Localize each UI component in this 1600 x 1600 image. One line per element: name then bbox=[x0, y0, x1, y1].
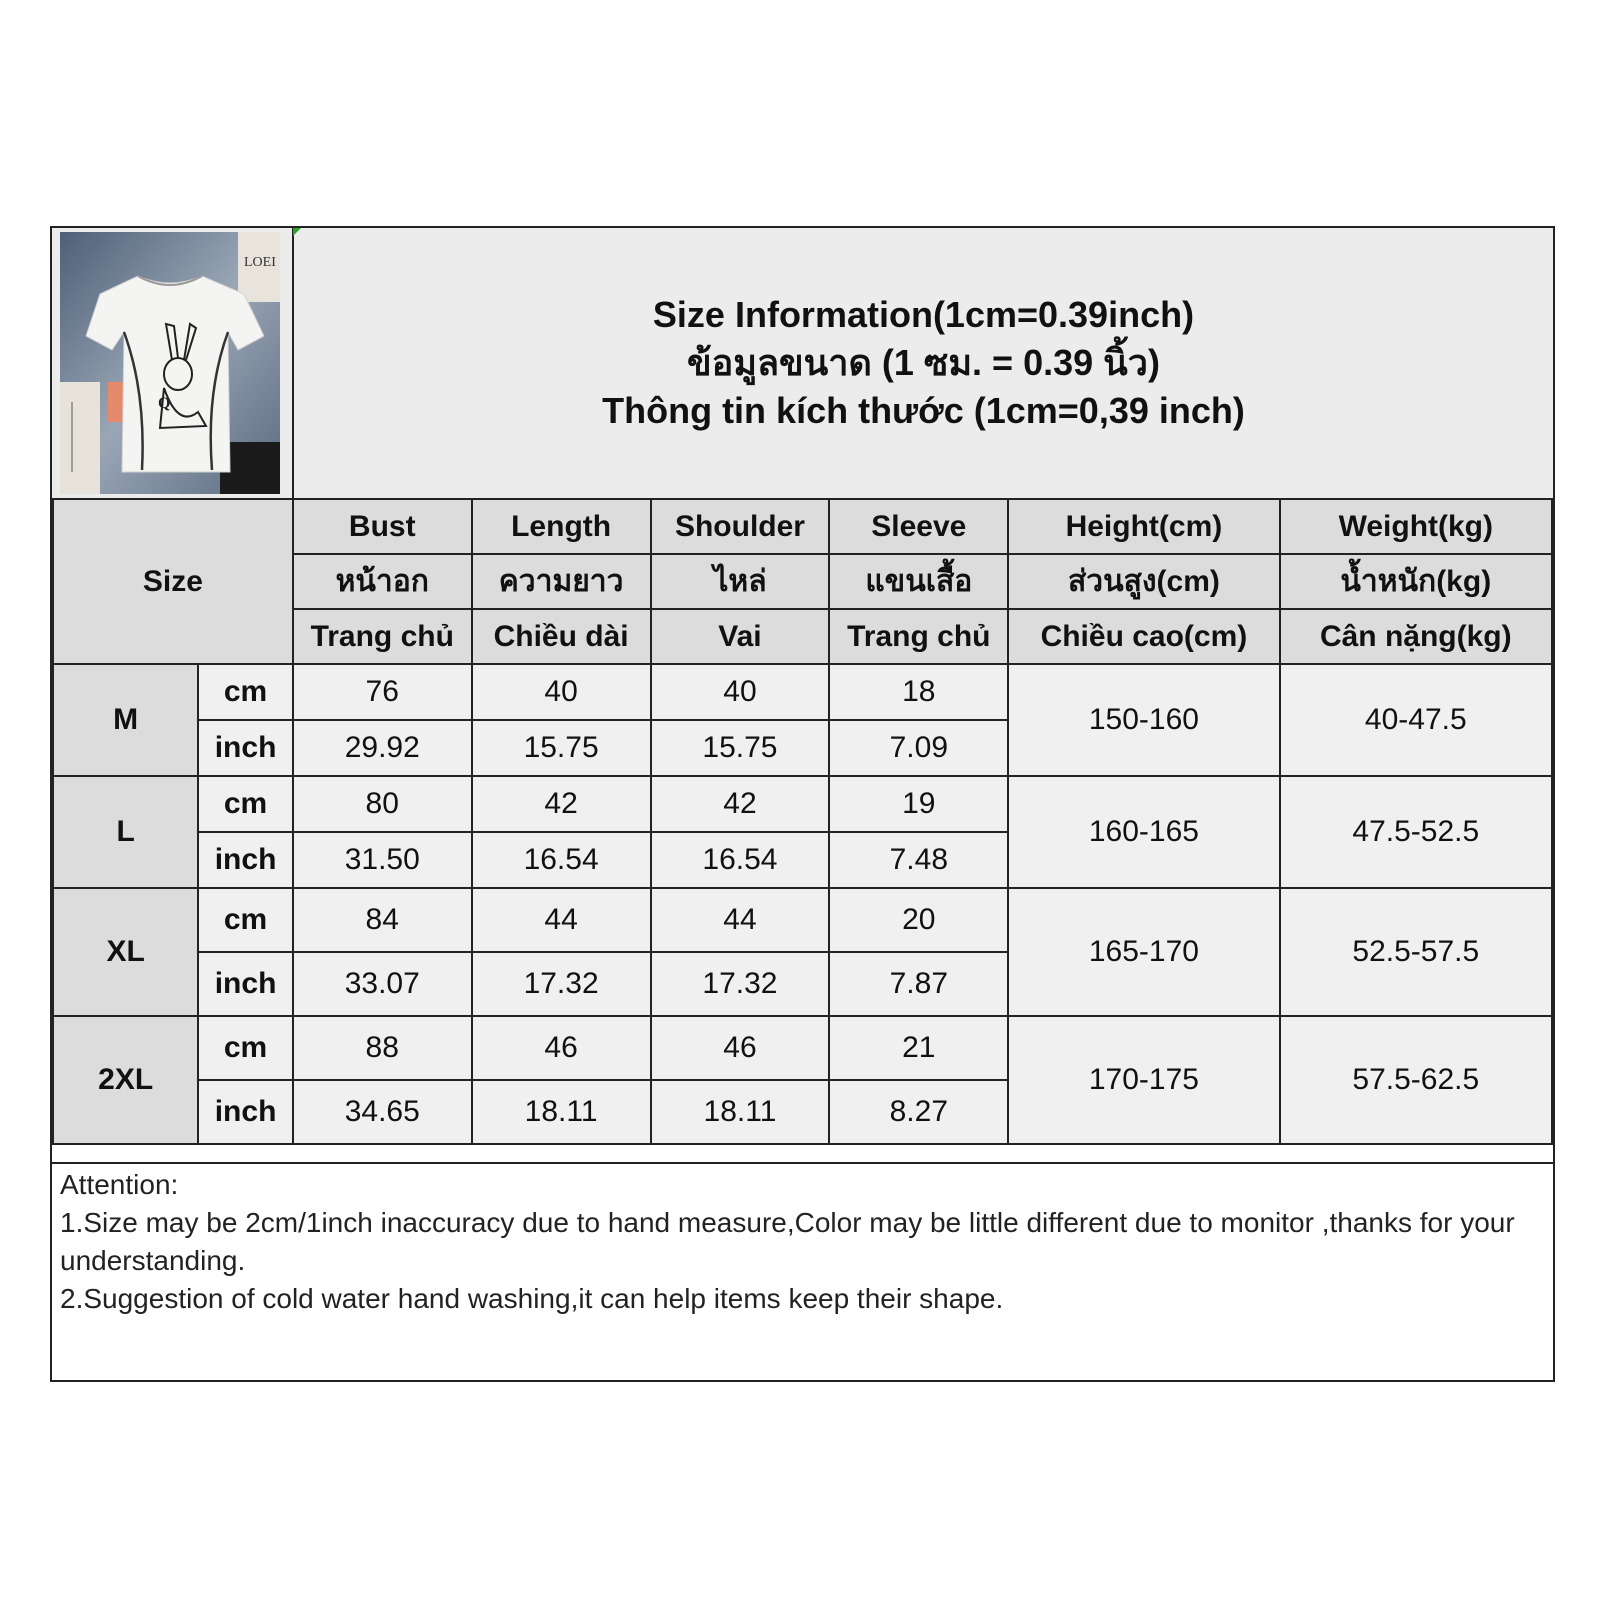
tshirt-product-photo bbox=[60, 232, 280, 494]
height-range: 165-170 bbox=[1008, 888, 1279, 1016]
unit-cm: cm bbox=[198, 664, 293, 720]
shoulder-cm: 44 bbox=[651, 888, 830, 952]
svg-text:LOEI: LOEI bbox=[244, 255, 276, 270]
table-row bbox=[53, 776, 1552, 832]
length-cm: 42 bbox=[472, 776, 651, 832]
unit-cm: cm bbox=[198, 776, 293, 832]
title-english: Size Information(1cm=0.39inch) bbox=[652, 294, 1195, 335]
weight-range: 47.5-52.5 bbox=[1280, 776, 1552, 888]
shoulder-inch: 18.11 bbox=[651, 1080, 830, 1144]
title-row bbox=[52, 228, 1553, 500]
size-name: L bbox=[53, 776, 198, 888]
height-range: 160-165 bbox=[1008, 776, 1279, 888]
bust-inch: 34.65 bbox=[293, 1080, 472, 1144]
header-shoulder: Shoulder bbox=[651, 499, 830, 554]
table-row bbox=[53, 664, 1552, 720]
shoulder-cm: 40 bbox=[651, 664, 830, 720]
unit-inch: inch bbox=[198, 832, 293, 888]
header-sleeve: Sleeve bbox=[829, 499, 1008, 554]
tshirt-photo-icon bbox=[60, 232, 280, 494]
length-inch: 17.32 bbox=[472, 952, 651, 1016]
bust-cm: 80 bbox=[293, 776, 472, 832]
svg-text:Q: Q bbox=[158, 395, 171, 412]
header-row-english bbox=[53, 499, 1552, 554]
unit-inch: inch bbox=[198, 720, 293, 776]
length-inch: 18.11 bbox=[472, 1080, 651, 1144]
attention-note-2: 2.Suggestion of cold water hand washing,it can help items keep their shape. bbox=[60, 1283, 1004, 1314]
size-chart-sheet bbox=[50, 226, 1555, 1382]
shoulder-inch: 15.75 bbox=[651, 720, 830, 776]
sleeve-cm: 20 bbox=[829, 888, 1008, 952]
header-bust-vi: Trang chủ bbox=[293, 609, 472, 664]
shoulder-cm: 42 bbox=[651, 776, 830, 832]
length-cm: 46 bbox=[472, 1016, 651, 1080]
size-name: 2XL bbox=[53, 1016, 198, 1144]
attention-heading: Attention: bbox=[60, 1169, 179, 1200]
header-height-thai: ส่วนสูง(cm) bbox=[1008, 554, 1279, 609]
unit-cm: cm bbox=[198, 888, 293, 952]
header-bust: Bust bbox=[293, 499, 472, 554]
length-cm: 44 bbox=[472, 888, 651, 952]
height-range: 150-160 bbox=[1008, 664, 1279, 776]
header-sleeve-vi: Trang chủ bbox=[829, 609, 1008, 664]
header-shoulder-vi: Vai bbox=[651, 609, 830, 664]
bust-inch: 31.50 bbox=[293, 832, 472, 888]
header-height: Height(cm) bbox=[1008, 499, 1279, 554]
height-range: 170-175 bbox=[1008, 1016, 1279, 1144]
header-height-vi: Chiều cao(cm) bbox=[1008, 609, 1279, 664]
unit-inch: inch bbox=[198, 952, 293, 1016]
title-vietnamese: Thông tin kích thước (1cm=0,39 inch) bbox=[602, 390, 1245, 431]
header-weight-thai: น้ำหนัก(kg) bbox=[1280, 554, 1552, 609]
header-weight-vi: Cân nặng(kg) bbox=[1280, 609, 1552, 664]
table-row bbox=[53, 888, 1552, 952]
shoulder-inch: 17.32 bbox=[651, 952, 830, 1016]
header-length: Length bbox=[472, 499, 651, 554]
length-inch: 15.75 bbox=[472, 720, 651, 776]
weight-range: 57.5-62.5 bbox=[1280, 1016, 1552, 1144]
weight-range: 52.5-57.5 bbox=[1280, 888, 1552, 1016]
header-shoulder-thai: ไหล่ bbox=[651, 554, 830, 609]
bust-cm: 76 bbox=[293, 664, 472, 720]
sleeve-cm: 21 bbox=[829, 1016, 1008, 1080]
bust-inch: 33.07 bbox=[293, 952, 472, 1016]
length-inch: 16.54 bbox=[472, 832, 651, 888]
bust-cm: 84 bbox=[293, 888, 472, 952]
header-weight: Weight(kg) bbox=[1280, 499, 1552, 554]
size-table bbox=[52, 498, 1553, 1145]
title-block bbox=[294, 228, 1553, 498]
sleeve-cm: 19 bbox=[829, 776, 1008, 832]
sleeve-cm: 18 bbox=[829, 664, 1008, 720]
bust-cm: 88 bbox=[293, 1016, 472, 1080]
header-length-vi: Chiều dài bbox=[472, 609, 651, 664]
table-row bbox=[53, 1016, 1552, 1080]
weight-range: 40-47.5 bbox=[1280, 664, 1552, 776]
size-name: XL bbox=[53, 888, 198, 1016]
shoulder-cm: 46 bbox=[651, 1016, 830, 1080]
unit-cm: cm bbox=[198, 1016, 293, 1080]
sleeve-inch: 8.27 bbox=[829, 1080, 1008, 1144]
header-sleeve-thai: แขนเสื้อ bbox=[829, 554, 1008, 609]
length-cm: 40 bbox=[472, 664, 651, 720]
sleeve-inch: 7.48 bbox=[829, 832, 1008, 888]
size-column-label: Size bbox=[53, 499, 293, 664]
bust-inch: 29.92 bbox=[293, 720, 472, 776]
shoulder-inch: 16.54 bbox=[651, 832, 830, 888]
unit-inch: inch bbox=[198, 1080, 293, 1144]
attention-note-1: 1.Size may be 2cm/1inch inaccuracy due to hand measure,Color may be little different due to monitor ,thanks for your understanding. bbox=[60, 1207, 1515, 1276]
header-bust-thai: หน้าอก bbox=[293, 554, 472, 609]
attention-notes bbox=[52, 1162, 1553, 1382]
header-length-thai: ความยาว bbox=[472, 554, 651, 609]
sleeve-inch: 7.87 bbox=[829, 952, 1008, 1016]
size-name: M bbox=[53, 664, 198, 776]
sleeve-inch: 7.09 bbox=[829, 720, 1008, 776]
title-thai: ข้อมูลขนาด (1 ซม. = 0.39 นิ้ว) bbox=[687, 342, 1160, 383]
